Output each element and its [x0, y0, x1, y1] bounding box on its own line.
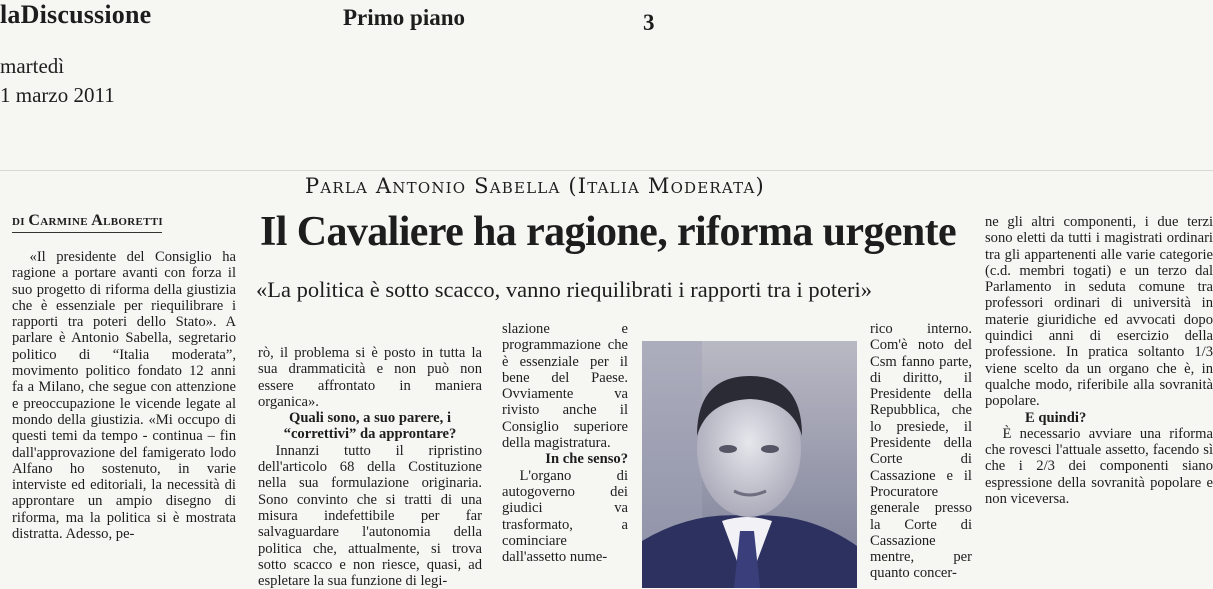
article-column-1 [12, 249, 236, 542]
portrait-photo [642, 341, 857, 588]
paragraph: L'organo di autogoverno dei giudici va trasformato, a cominciare dall'assetto nume- [502, 467, 628, 566]
paragraph: È necessario avviare una riforma che rovesci l'attuale assetto, facendo sì che i 2/3 dei componenti siano espressione della sovranità popolare e non viceversa. [985, 425, 1213, 508]
interview-question: In che senso? [545, 451, 628, 468]
weekday: martedì [0, 54, 65, 78]
byline-prefix: DI [12, 216, 25, 228]
kicker: Parla Antonio Sabella (Italia Moderata) [305, 174, 765, 198]
interview-question: E quindi? [1025, 409, 1087, 426]
byline-underline [12, 232, 162, 233]
paragraph: Innanzi tutto il ripristino dell'articolo 68 della Costituzione nella sua formulazione originaria. Sono convinto che si tratti di una misura indefettibile per far salvaguardare l'autonomia della politica che, attualmente, si trova sotto scacco e non riesce, quasi, ad espletare la sua funzione di legi- [258, 442, 482, 589]
page-number: 3 [643, 10, 655, 35]
paragraph: rico interno. Com'è noto del Csm fanno parte, di diritto, il Presidente della Repubblica, che lo presiede, il Presidente della Corte di Cassazione e il Procuratore generale presso la Corte di Cassazione mentre, per quanto concer- [870, 321, 972, 582]
date: 1 marzo 2011 [0, 83, 115, 107]
byline [12, 212, 163, 230]
subheadline: «La politica è sotto scacco, vanno riequilibrati i rapporti tra i poteri» [256, 277, 873, 302]
portrait-image [642, 341, 857, 588]
byline-author: Carmine Alboretti [28, 212, 164, 229]
paragraph: ne gli altri componenti, i due terzi sono eletti da tutti i magistrati ordinari tra gli appartenenti alle varie categorie (c.d. membri togati) e un terzo dal Parlamento in seduta comune tra professori ordinari di università in materie giuridiche ed avvocati dopo quindici anni di esercizio della professione. In pratica soltanto 1/3 viene scelto da un organo che è, in qualche modo, riferibile alla sovranità popolare. [985, 214, 1213, 410]
article-column-5 [985, 214, 1213, 507]
article-column-2 [258, 345, 482, 589]
article-column-4 [870, 321, 972, 582]
section-title: Primo piano [343, 5, 466, 30]
paragraph: slazione e programmazione che è essenziale per il bene del Paese. Ovviamente va rivisto anche il Consiglio superiore della magistratura. [502, 321, 628, 452]
interview-question: Quali sono, a suo parere, i “correttivi” da approntare? [283, 410, 457, 443]
article-column-3 [502, 321, 628, 565]
divider [0, 170, 1213, 171]
paragraph: «Il presidente del Consiglio ha ragione a portare avanti con forza il suo progetto di riforma della giustizia che è essenziale per riequilibrare i rapporti tra poteri dello Stato». A parlare è Antonio Sabella, segretario politico di “Italia moderata”, movimento politico fondato 12 anni fa a Milano, che segue con attenzione e preoccupazione le vicende legate al mondo della giustizia. «Mi occupo di questi temi da tempo - continua – fin dall'approvazione del famigerato lodo Alfano ho sostenuto, in varie interviste ed editoriali, la necessità di approntare un ampio disegno di riforma, ma la politica si è mostrata distratta. Adesso, pe- [12, 249, 236, 543]
newspaper-masthead: laDiscussione [0, 0, 152, 29]
paragraph: rò, il problema si è posto in tutta la sua drammaticità e non può non essere affrontato in maniera organica». [258, 345, 482, 410]
headline: Il Cavaliere ha ragione, riforma urgente [260, 209, 957, 255]
